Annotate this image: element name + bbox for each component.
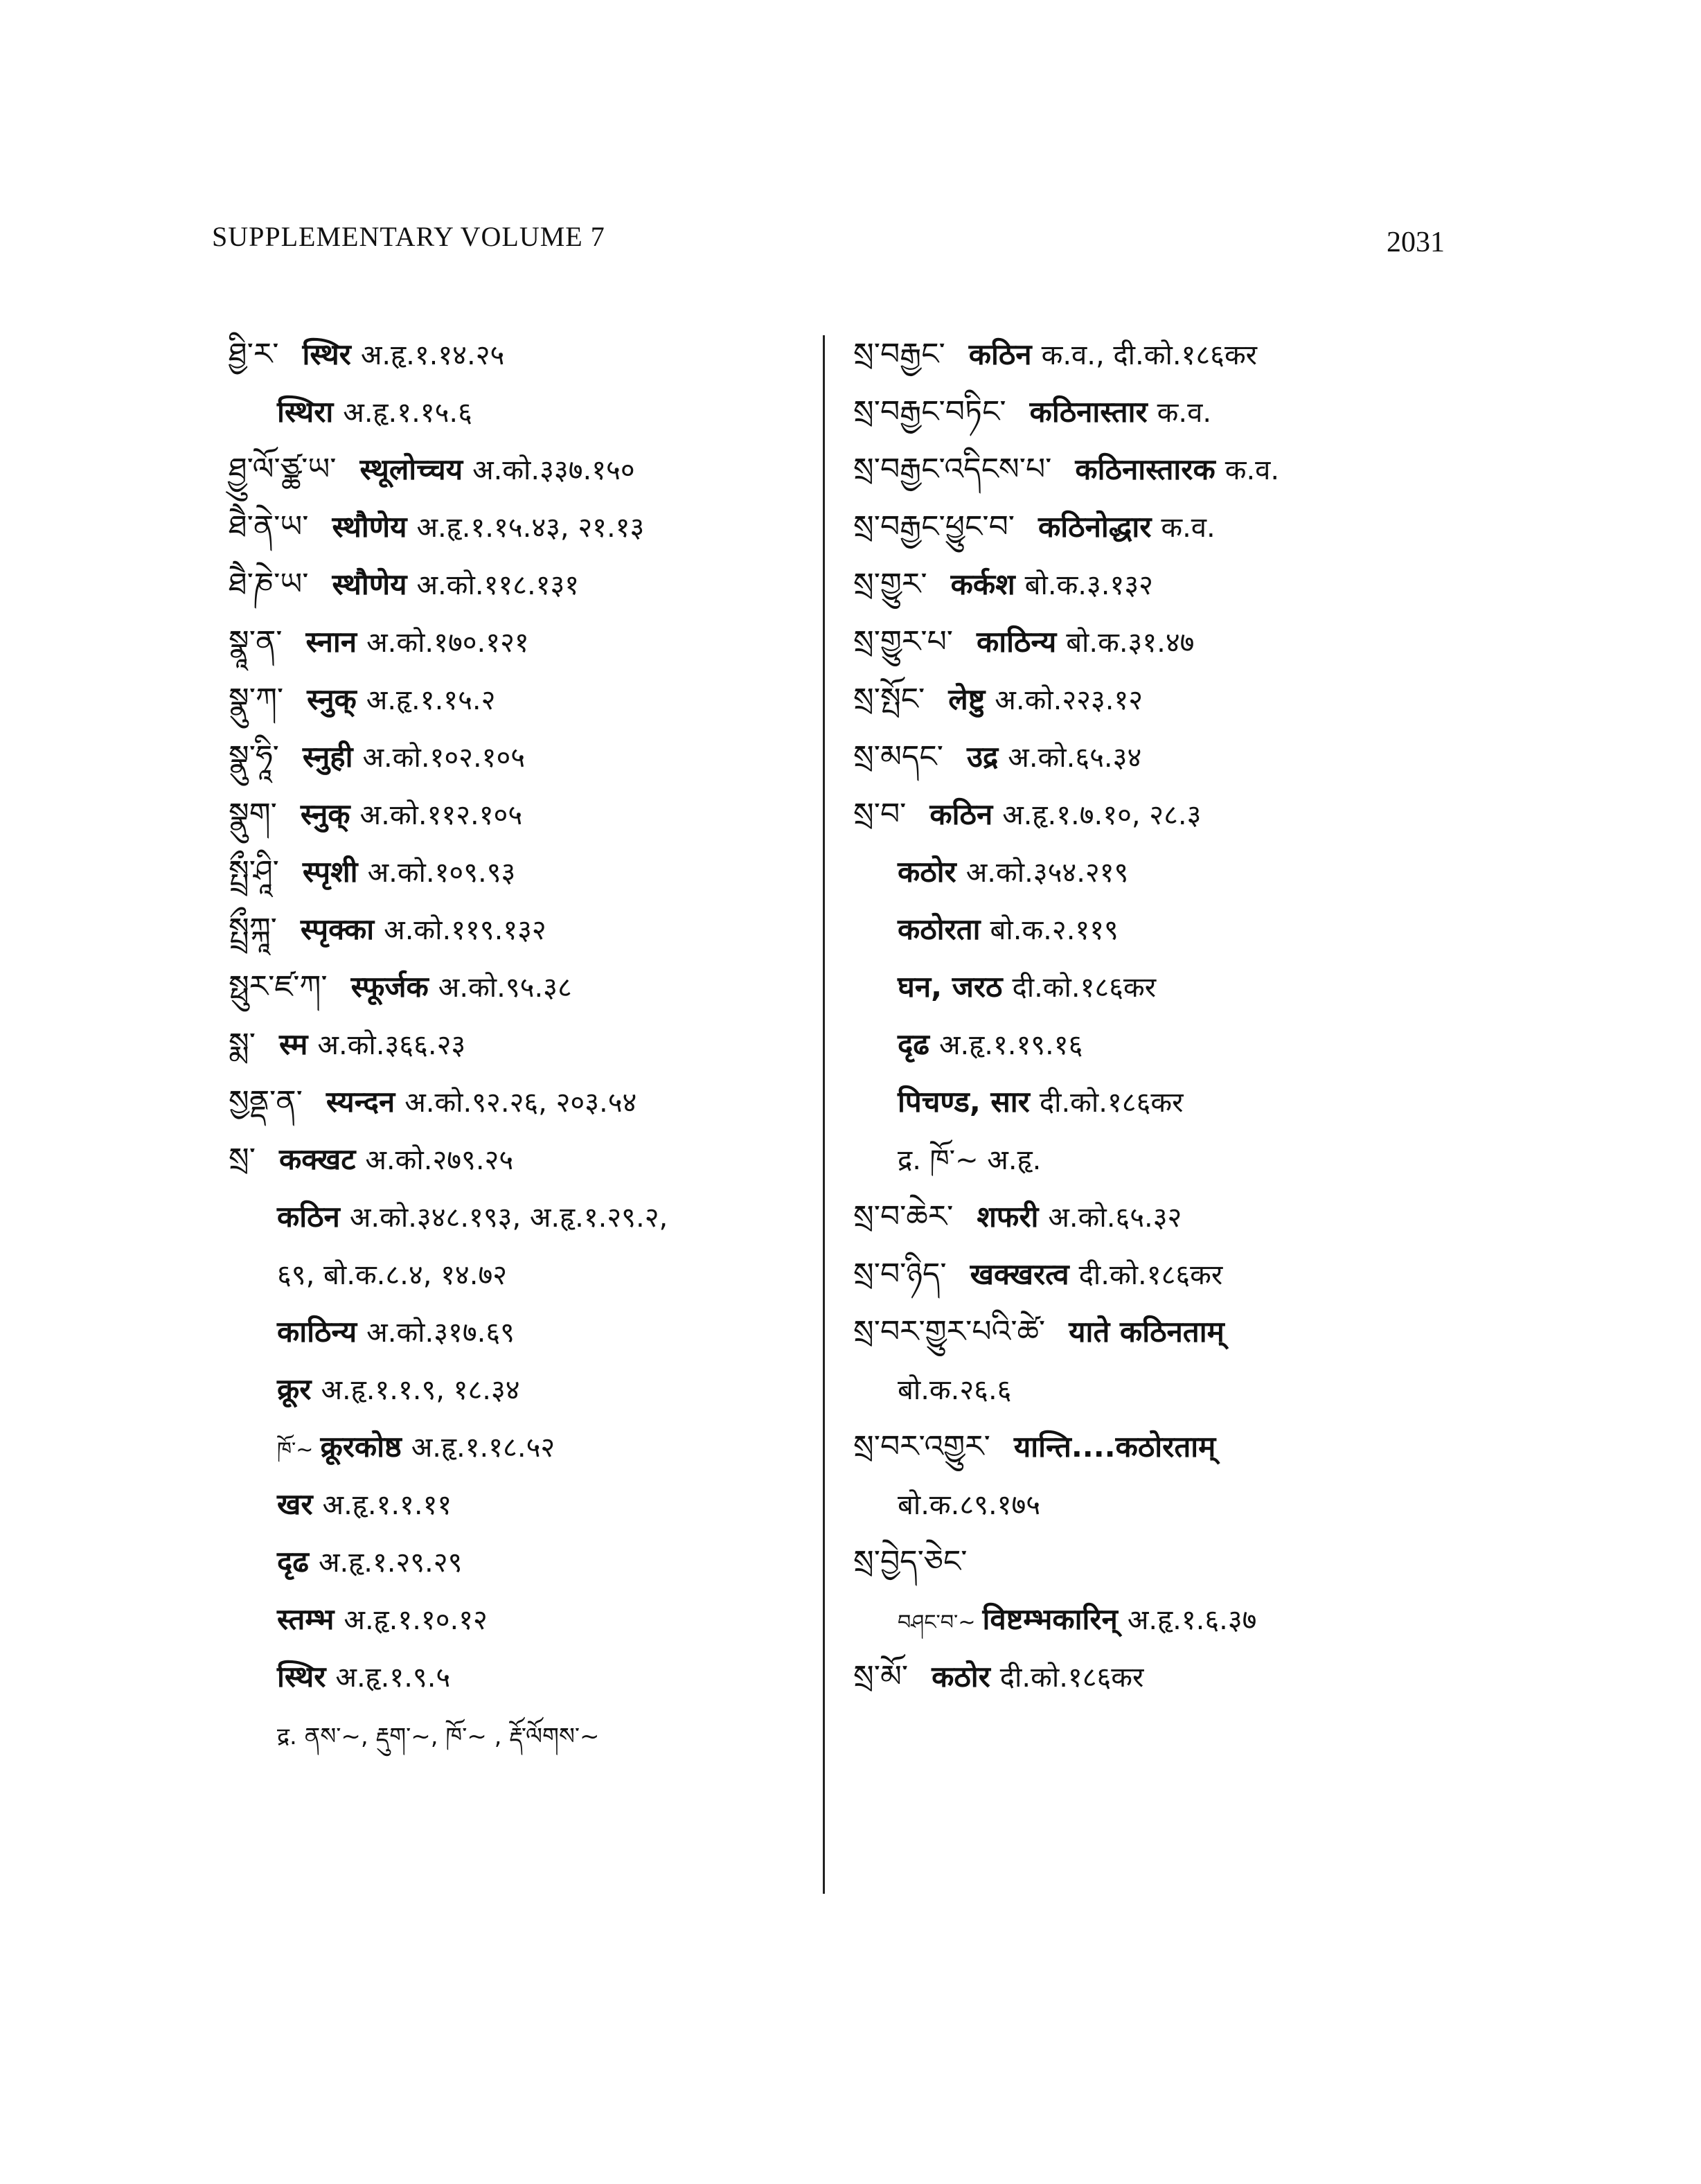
tibetan-headword: སྲ་བ་ཉིད་: [853, 1257, 947, 1292]
tibetan-headword: སྲ་བར་འགྱུར་: [853, 1429, 990, 1464]
sanskrit-equivalent: कठोर: [898, 855, 956, 889]
dictionary-entry: [853, 1648, 1463, 1705]
column-divider: [823, 335, 825, 1894]
sanskrit-equivalent: स्पृशी: [302, 855, 358, 889]
source-reference: द्र. ནས་~, རྡུག་~, ཁོ་~ , རྡོ་ལོགས་~: [277, 1723, 600, 1750]
running-title: SUPPLEMENTARY VOLUME 7: [212, 221, 605, 252]
sanskrit-equivalent: स्थौणेय: [332, 510, 407, 544]
sanskrit-equivalent: स्यन्दन: [326, 1085, 395, 1119]
sanskrit-equivalent: स्नुही: [302, 740, 353, 774]
sanskrit-equivalent: कठिन: [968, 337, 1032, 371]
dictionary-subentry: [229, 1648, 810, 1705]
dictionary-subentry: [229, 1533, 810, 1590]
source-reference: अ.हृ.१.६.३७: [1127, 1604, 1257, 1636]
dictionary-entry: [853, 785, 1463, 843]
sanskrit-equivalent: शफरी: [977, 1200, 1039, 1234]
source-reference: अ.को.३३७.१५०: [472, 454, 635, 486]
tibetan-headword: སྤྲྀ་ཤཱི་: [229, 854, 279, 889]
dictionary-entry: [853, 1418, 1463, 1475]
source-reference: अ.हृ.१.१५.४३, २१.१३: [416, 512, 645, 544]
sanskrit-equivalent: लेष्टु: [948, 682, 986, 716]
dictionary-subentry: [853, 1475, 1463, 1533]
tibetan-headword: སྲ་བར་གྱུར་པའི་ཚེ་: [853, 1314, 1046, 1349]
dictionary-subentry: [853, 1015, 1463, 1073]
source-reference: अ.को.३४८.१९३, अ.हृ.१.२९.२,: [349, 1202, 668, 1234]
sanskrit-equivalent: स्थूलोच्चय: [359, 452, 463, 486]
source-reference: अ.हृ.१.१.११: [322, 1489, 452, 1521]
sanskrit-equivalent: यान्ति....कठोरताम्: [1013, 1430, 1216, 1464]
dictionary-entry: [853, 1303, 1463, 1360]
tibetan-headword: སྤྲྀཀྐཱ་: [229, 912, 277, 947]
dictionary-entry: [229, 843, 810, 900]
tibetan-headword: སྲ་མོ་: [853, 1659, 909, 1694]
dictionary-subentry: [853, 1590, 1463, 1648]
dictionary-entry: [853, 326, 1463, 383]
source-reference: अ.को.३१७.६९: [366, 1317, 515, 1349]
tibetan-prefix: ཁོ་~: [277, 1438, 314, 1462]
dictionary-entry: [229, 728, 810, 785]
source-reference: अ.हृ.१.२९.२९: [318, 1547, 463, 1579]
page-number: 2031: [1387, 227, 1445, 258]
source-reference: अ.हृ.१.१५.६: [343, 397, 472, 429]
dictionary-entry: [229, 613, 810, 671]
dictionary-entry: [853, 1533, 1463, 1590]
tibetan-headword: ཐྱུ་ལོ་ཙྪ་ཡ་: [229, 452, 337, 487]
source-reference: ६९, बो.क.८.४, १४.७२: [277, 1259, 508, 1291]
dictionary-subentry: [853, 958, 1463, 1015]
tibetan-headword: སྲ་བརྒྱང་འདིངས་པ་: [853, 452, 1052, 487]
tibetan-headword: སྲ་བ་: [853, 797, 907, 832]
sanskrit-equivalent: स्थिरा: [277, 395, 334, 429]
source-reference: बो.क.२.११९: [990, 914, 1119, 946]
dictionary-entry: [229, 556, 810, 613]
dictionary-entry: [853, 498, 1463, 556]
sanskrit-equivalent: स्नान: [305, 625, 357, 659]
source-reference: अ.को.१७०.१२१: [366, 627, 529, 659]
source-reference: अ.को.२७९.२५: [365, 1144, 514, 1176]
dictionary-entry: [229, 900, 810, 958]
dictionary-entry: [853, 441, 1463, 498]
dictionary-entry: [853, 383, 1463, 441]
source-reference: अ.हृ.१.९.५: [335, 1662, 451, 1694]
sanskrit-equivalent: स्म: [278, 1027, 308, 1061]
dictionary-subentry: [853, 1360, 1463, 1418]
tibetan-prefix: བཤང་བ་~: [898, 1610, 976, 1635]
sanskrit-equivalent: दृढ: [277, 1545, 309, 1579]
sanskrit-equivalent: याते कठिनताम्: [1069, 1315, 1224, 1349]
sanskrit-equivalent: कठिनोद्धार: [1038, 510, 1152, 544]
tibetan-headword: སྲ་གྱུར་པ་: [853, 624, 954, 659]
source-reference: अ.हृ.१.१५.२: [366, 684, 496, 716]
source-reference: अ.को.११८.१३१: [416, 569, 580, 601]
source-reference: अ.को.६५.३२: [1048, 1202, 1182, 1234]
tibetan-headword: སྥུར་ཛ་ཀ་: [229, 969, 328, 1004]
tibetan-headword: སྲ་བརྒྱང་བཏིང་: [853, 394, 1006, 429]
source-reference: अ.को.३६६.२३: [317, 1029, 466, 1061]
dictionary-entry: [229, 1073, 810, 1130]
sanskrit-equivalent: कक्खट: [278, 1142, 356, 1176]
sanskrit-equivalent: स्फूर्जक: [350, 970, 429, 1004]
sanskrit-equivalent: स्नुक्: [307, 682, 357, 716]
dictionary-subentry: [229, 1475, 810, 1533]
source-reference: दी.को.१८६कर: [999, 1662, 1144, 1694]
tibetan-headword: སྲ་བ་ཆེར་: [853, 1199, 954, 1234]
dictionary-entry: [229, 1015, 810, 1073]
dictionary-subentry: [229, 1360, 810, 1418]
sanskrit-equivalent: क्रूरकोष्ठ: [320, 1430, 402, 1464]
sanskrit-equivalent: काठिन्य: [977, 625, 1057, 659]
right-column: [853, 326, 1463, 1705]
sanskrit-equivalent: घन, जरठ: [898, 970, 1003, 1004]
sanskrit-equivalent: कठिन: [929, 797, 993, 831]
dictionary-subentry: [229, 1418, 810, 1475]
source-reference: क.व.: [1157, 397, 1212, 429]
source-reference: अ.हृ.१.१४.२५: [360, 339, 505, 371]
source-reference: अ.हृ.१.१८.५२: [411, 1432, 555, 1464]
source-reference: अ.को.३५४.२१९: [965, 857, 1129, 889]
sanskrit-equivalent: उद्र: [966, 740, 999, 774]
source-reference: अ.को.९५.३८: [438, 972, 572, 1004]
sanskrit-equivalent: खर: [277, 1487, 313, 1521]
dictionary-entry: [229, 326, 810, 383]
sanskrit-equivalent: काठिन्य: [277, 1315, 357, 1349]
tibetan-headword: སྱནྡ་ན་: [229, 1084, 303, 1119]
page-header: [212, 220, 1445, 262]
tibetan-headword: སྲ་མདང་: [853, 739, 943, 774]
tibetan-headword: སྨ་: [229, 1027, 256, 1062]
source-reference: अ.हृ.१.१.९, १८.३४: [321, 1374, 520, 1406]
tibetan-headword: སྲ་གྱུར་: [853, 567, 927, 602]
dictionary-entry: [853, 613, 1463, 671]
tibetan-headword: སྣུ་ཀ་: [229, 682, 284, 717]
tibetan-headword: སྲ་སྤོང་: [853, 682, 925, 717]
source-reference: अ.हृ.१.१९.१६: [938, 1029, 1083, 1061]
dictionary-entry: [229, 785, 810, 843]
sanskrit-equivalent: खक्खरत्व: [970, 1257, 1069, 1291]
sanskrit-equivalent: कठिन: [277, 1200, 340, 1234]
sanskrit-equivalent: कठिनास्तारक: [1075, 452, 1215, 486]
sanskrit-equivalent: विष्टम्भकारिन्: [982, 1602, 1118, 1636]
dictionary-entry: [853, 1245, 1463, 1303]
dictionary-entry: [853, 728, 1463, 785]
source-reference: बो.क.३१.४७: [1066, 627, 1195, 659]
sanskrit-equivalent: कठोर: [932, 1660, 990, 1694]
dictionary-subentry: [853, 1130, 1463, 1188]
dictionary-entry: [229, 441, 810, 498]
tibetan-headword: སྣུ་ཧཱི་: [229, 739, 279, 774]
dictionary-entry: [853, 671, 1463, 728]
sanskrit-equivalent: स्थिर: [302, 337, 351, 371]
dictionary-subentry: [853, 843, 1463, 900]
tibetan-headword: ཐཻ་ཎེ་ཡ་: [229, 567, 309, 602]
source-reference: क.व., दी.को.१८६कर: [1041, 339, 1258, 371]
dictionary-entry: [229, 498, 810, 556]
source-reference: दी.को.१८६कर: [1012, 972, 1157, 1004]
source-reference: अ.को.११९.१३२: [384, 914, 546, 946]
dictionary-subentry: [229, 383, 810, 441]
sanskrit-equivalent: स्नुक्: [300, 797, 350, 831]
sanskrit-equivalent: स्थौणेय: [332, 567, 407, 601]
sanskrit-equivalent: क्रूर: [277, 1372, 312, 1406]
dictionary-subentry: [229, 1590, 810, 1648]
tibetan-headword: སྲ་བྱེད་ཅེང་: [853, 1544, 968, 1579]
dictionary-subentry: [229, 1705, 810, 1763]
sanskrit-equivalent: कर्कश: [950, 567, 1015, 601]
dictionary-subentry: [229, 1245, 810, 1303]
sanskrit-equivalent: कठोरता: [898, 912, 981, 946]
tibetan-headword: སྣཱ་ན་: [229, 624, 283, 659]
dictionary-subentry: [853, 900, 1463, 958]
source-reference: क.व.: [1161, 512, 1215, 544]
sanskrit-equivalent: पिचण्ड, सार: [898, 1085, 1030, 1119]
source-reference: अ.को.१०२.१०५: [362, 742, 526, 774]
dictionary-entry: [229, 958, 810, 1015]
source-reference: अ.को.६५.३४: [1008, 742, 1142, 774]
source-reference: अ.हृ.१.१०.१२: [344, 1604, 488, 1636]
source-reference: बो.क.२६.६: [898, 1374, 1012, 1406]
tibetan-headword: སྲ་བརྒྱང་ཕྱུང་བ་: [853, 509, 1015, 544]
dictionary-entry: [229, 671, 810, 728]
source-reference: अ.को.९२.२६, २०३.५४: [404, 1087, 637, 1119]
source-reference: द्र. ཁོ་~ अ.हृ.: [898, 1144, 1042, 1176]
tibetan-headword: སྣུག་: [229, 797, 277, 832]
source-reference: अ.को.१०९.९३: [367, 857, 516, 889]
sanskrit-equivalent: स्तम्भ: [277, 1602, 335, 1636]
source-reference: बो.क.८९.१७५: [898, 1489, 1041, 1521]
source-reference: अ.हृ.१.७.१०, २८.३: [1002, 799, 1202, 831]
dictionary-subentry: [229, 1188, 810, 1245]
sanskrit-equivalent: कठिनास्तार: [1029, 395, 1148, 429]
sanskrit-equivalent: स्थिर: [277, 1660, 326, 1694]
dictionary-entry: [853, 556, 1463, 613]
tibetan-headword: ཐཻ་ནེ་ཡ་: [229, 509, 309, 544]
sanskrit-equivalent: दृढ: [898, 1027, 929, 1061]
sanskrit-equivalent: स्पृक्का: [300, 912, 375, 946]
tibetan-headword: སྲ་: [229, 1142, 256, 1177]
left-column: [229, 326, 810, 1763]
source-reference: बो.क.३.१३२: [1024, 569, 1153, 601]
source-reference: अ.को.२२३.१२: [995, 684, 1143, 716]
source-reference: दी.को.१८६कर: [1078, 1259, 1223, 1291]
source-reference: अ.को.११२.१०५: [359, 799, 523, 831]
source-reference: क.व.: [1224, 454, 1280, 486]
dictionary-subentry: [853, 1073, 1463, 1130]
tibetan-headword: སྲ་བརྒྱང་: [853, 337, 945, 372]
dictionary-subentry: [229, 1303, 810, 1360]
dictionary-entry: [853, 1188, 1463, 1245]
source-reference: दी.को.१८६कर: [1039, 1087, 1184, 1119]
tibetan-headword: ཐྱི་ར་: [229, 337, 279, 372]
dictionary-entry: [229, 1130, 810, 1188]
